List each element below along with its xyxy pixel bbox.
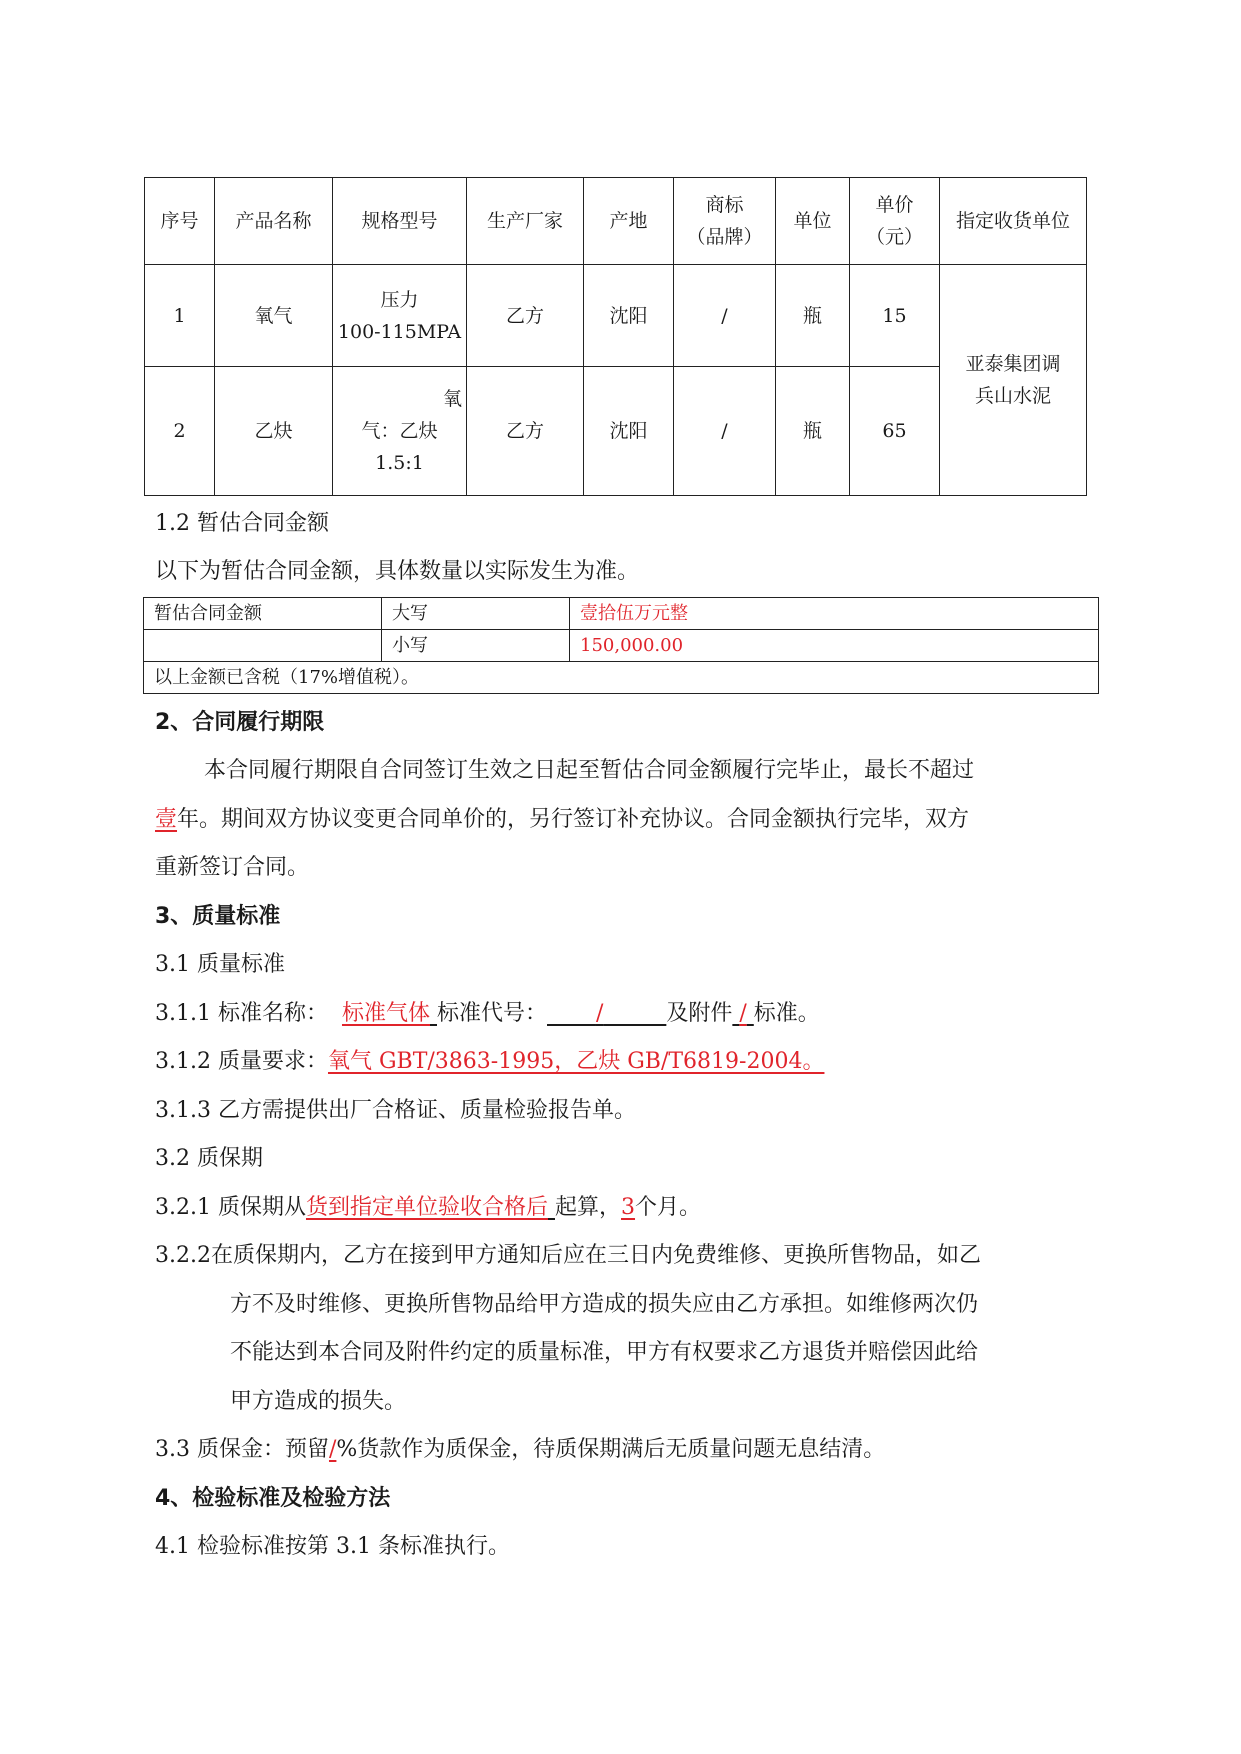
section-3-2-1 [155, 1193, 701, 1223]
header-brand [674, 178, 776, 265]
table-header-row [145, 178, 1087, 265]
deposit-suffix: %货款作为质保金，待质保期满后无质量问题无息结清。 [336, 1437, 886, 1462]
header-origin: 产地 [584, 178, 674, 265]
amount-upper-label: 大写 [382, 598, 570, 630]
header-price-line2: （元） [865, 226, 923, 248]
amount-label: 暂估合同金额 [144, 598, 382, 630]
cell-origin: 沈阳 [584, 367, 674, 496]
std-attach-label: 及附件 [666, 1001, 733, 1026]
section-3-2-2-line4: 甲方造成的损失。 [230, 1389, 407, 1414]
deposit-label: 3.3 质保金：预留 [155, 1437, 329, 1462]
cell-spec [333, 265, 467, 367]
deposit-percent-value: / [328, 1437, 337, 1462]
section-2-heading: 2、合同履行期限 [155, 710, 325, 735]
cell-maker: 乙方 [467, 367, 584, 496]
cell-receiver-line1: 亚泰集团调 [965, 353, 1061, 375]
amount-row-note [144, 662, 1099, 694]
amount-row-upper [144, 598, 1099, 630]
quality-req-label: 3.1.2 质量要求： [155, 1049, 328, 1074]
section-3-1-title: 3.1 质量标准 [155, 952, 285, 977]
cell-seq: 2 [145, 367, 215, 496]
table-row [145, 265, 1087, 367]
section-2-line2-text: 年。期间双方协议变更合同单价的，另行签订补充协议。合同金额执行完毕，双方 [177, 807, 970, 832]
header-receiver: 指定收货单位 [940, 178, 1087, 265]
section-3-2-2-line3: 不能达到本合同及附件约定的质量标准，甲方有权要求乙方退货并赔偿因此给 [230, 1340, 979, 1365]
term-years-value: 壹 [155, 807, 178, 832]
amount-empty-cell [144, 630, 382, 662]
cell-spec-line3: 1.5:1 [375, 452, 424, 474]
std-suffix: 标准。 [753, 1001, 820, 1026]
header-maker: 生产厂家 [467, 178, 584, 265]
cell-price: 15 [850, 265, 940, 367]
std-name-label: 3.1.1 标准名称： [155, 1001, 328, 1026]
amount-lower-value: 150,000.00 [570, 630, 1099, 662]
quality-req-value: 氧气 GBT/3863-1995，乙炔 GB/T6819-2004。 [327, 1049, 825, 1074]
cell-spec [333, 367, 467, 496]
header-spec: 规格型号 [333, 178, 467, 265]
section-1-2-title: 1.2 暂估合同金额 [155, 511, 329, 536]
cell-name: 氧气 [215, 265, 333, 367]
cell-spec-line1: 压力 [380, 288, 419, 311]
header-unit: 单位 [776, 178, 850, 265]
cell-spec-line1: 氧 [442, 388, 462, 410]
header-price-line1: 单价 [875, 194, 914, 216]
cell-unit: 瓶 [776, 367, 850, 496]
warranty-from-label: 3.2.1 质保期从 [155, 1195, 306, 1220]
cell-spec-line2: 气：乙炔 [361, 420, 438, 442]
cell-seq: 1 [145, 265, 215, 367]
cell-spec-line2: 100-115MPA [337, 320, 462, 343]
cell-name: 乙炔 [215, 367, 333, 496]
header-brand-line2: （品牌） [686, 226, 763, 248]
section-3-heading: 3、质量标准 [155, 904, 281, 929]
amount-lower-label: 小写 [382, 630, 570, 662]
warranty-from-value: 货到指定单位验收合格后 [305, 1195, 548, 1220]
section-3-3 [155, 1435, 885, 1465]
std-code-label: 标准代号： [437, 1001, 548, 1026]
header-brand-line1: 商标 [705, 194, 744, 216]
cell-receiver-line2: 兵山水泥 [974, 385, 1051, 407]
cell-origin: 沈阳 [584, 265, 674, 367]
section-1-2-intro: 以下为暂估合同金额，具体数量以实际发生为准。 [155, 559, 640, 584]
section-4-heading: 4、检验标准及检验方法 [155, 1486, 391, 1511]
product-table [144, 177, 1087, 496]
warranty-months-value: 3 [621, 1195, 636, 1220]
amount-upper-value: 壹拾伍万元整 [570, 598, 1099, 630]
section-3-1-3: 3.1.3 乙方需提供出厂合格证、质量检验报告单。 [155, 1098, 636, 1123]
warranty-suffix: 个月。 [635, 1195, 702, 1220]
std-attach-value: / [739, 1001, 747, 1026]
section-3-2-title: 3.2 质保期 [155, 1146, 263, 1171]
header-price [850, 178, 940, 265]
amount-table [143, 597, 1099, 694]
amount-row-lower [144, 630, 1099, 662]
cell-brand: / [674, 367, 776, 496]
cell-unit: 瓶 [776, 265, 850, 367]
std-code-value: / [595, 1001, 604, 1026]
cell-price: 65 [850, 367, 940, 496]
section-3-2-2-line2: 方不及时维修、更换所售物品给甲方造成的损失应由乙方承担。如维修两次仍 [230, 1292, 979, 1317]
section-2-line2 [155, 805, 969, 835]
cell-receiver [940, 265, 1087, 496]
std-name-value: 标准气体 [341, 1001, 430, 1026]
header-product-name: 产品名称 [215, 178, 333, 265]
warranty-mid: 起算， [555, 1195, 622, 1220]
section-2-line1: 本合同履行期限自合同签订生效之日起至暂估合同金额履行完毕止，最长不超过 [204, 758, 975, 783]
cell-maker: 乙方 [467, 265, 584, 367]
section-3-2-2-line1: 3.2.2在质保期内，乙方在接到甲方通知后应在三日内免费维修、更换所售物品，如乙 [155, 1243, 981, 1268]
section-2-line3: 重新签订合同。 [155, 855, 310, 880]
amount-tax-note: 以上金额已含税（17%增值税）。 [144, 662, 1099, 694]
header-seq: 序号 [145, 178, 215, 265]
cell-brand: / [674, 265, 776, 367]
section-3-1-1 [155, 999, 820, 1029]
section-3-1-2 [155, 1047, 824, 1077]
section-4-1: 4.1 检验标准按第 3.1 条标准执行。 [155, 1534, 510, 1559]
